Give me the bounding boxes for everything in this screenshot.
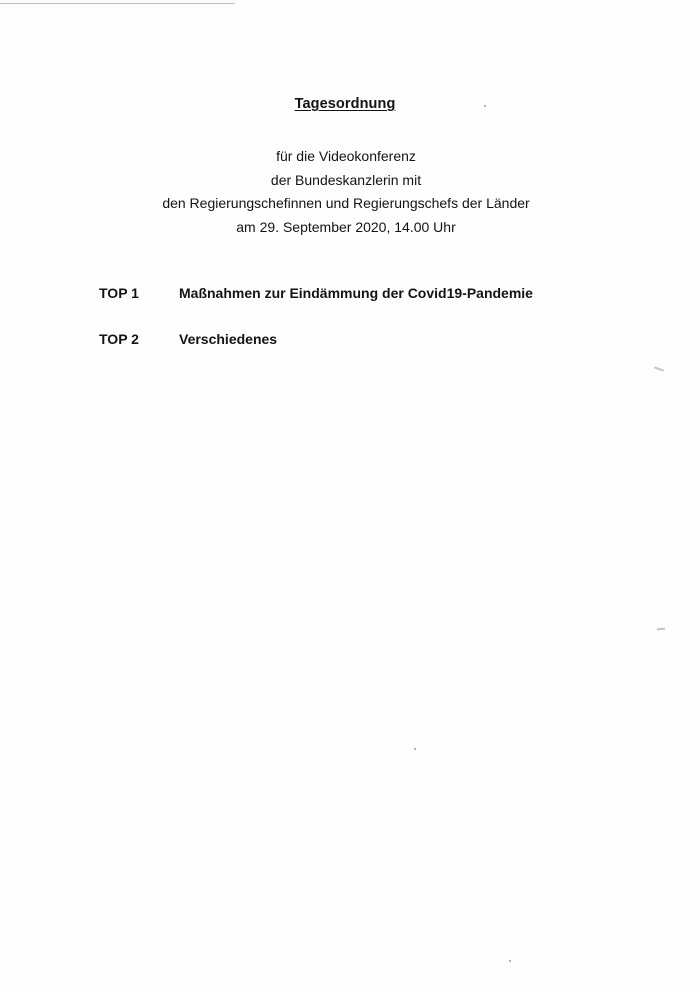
scan-mark: [657, 628, 665, 631]
agenda-list: [99, 285, 659, 377]
subtitle-line: der Bundeskanzlerin mit: [270, 171, 422, 188]
subtitle-line: für die Videokonferenz: [276, 148, 416, 164]
agenda-item-text: Verschiedenes: [179, 331, 278, 347]
subtitle-line: den Regierungschefinnen und Regierungschefs der Länder: [162, 195, 530, 211]
agenda-item-number: TOP 2: [99, 331, 139, 347]
scan-edge-line: [0, 3, 235, 4]
page-title: Tagesordnung: [294, 96, 396, 112]
agenda-item-number: TOP 1: [99, 285, 139, 301]
meeting-description: [0, 145, 692, 239]
subtitle-line: am 29. September 2020, 14.00 Uhr: [236, 218, 456, 235]
scan-speck: [509, 960, 511, 962]
agenda-item-text: Maßnahmen zur Eindämmung der Covid19-Pandemie: [179, 285, 533, 301]
agenda-item: [99, 331, 659, 377]
agenda-item: [99, 285, 659, 331]
scan-speck: [414, 748, 416, 750]
